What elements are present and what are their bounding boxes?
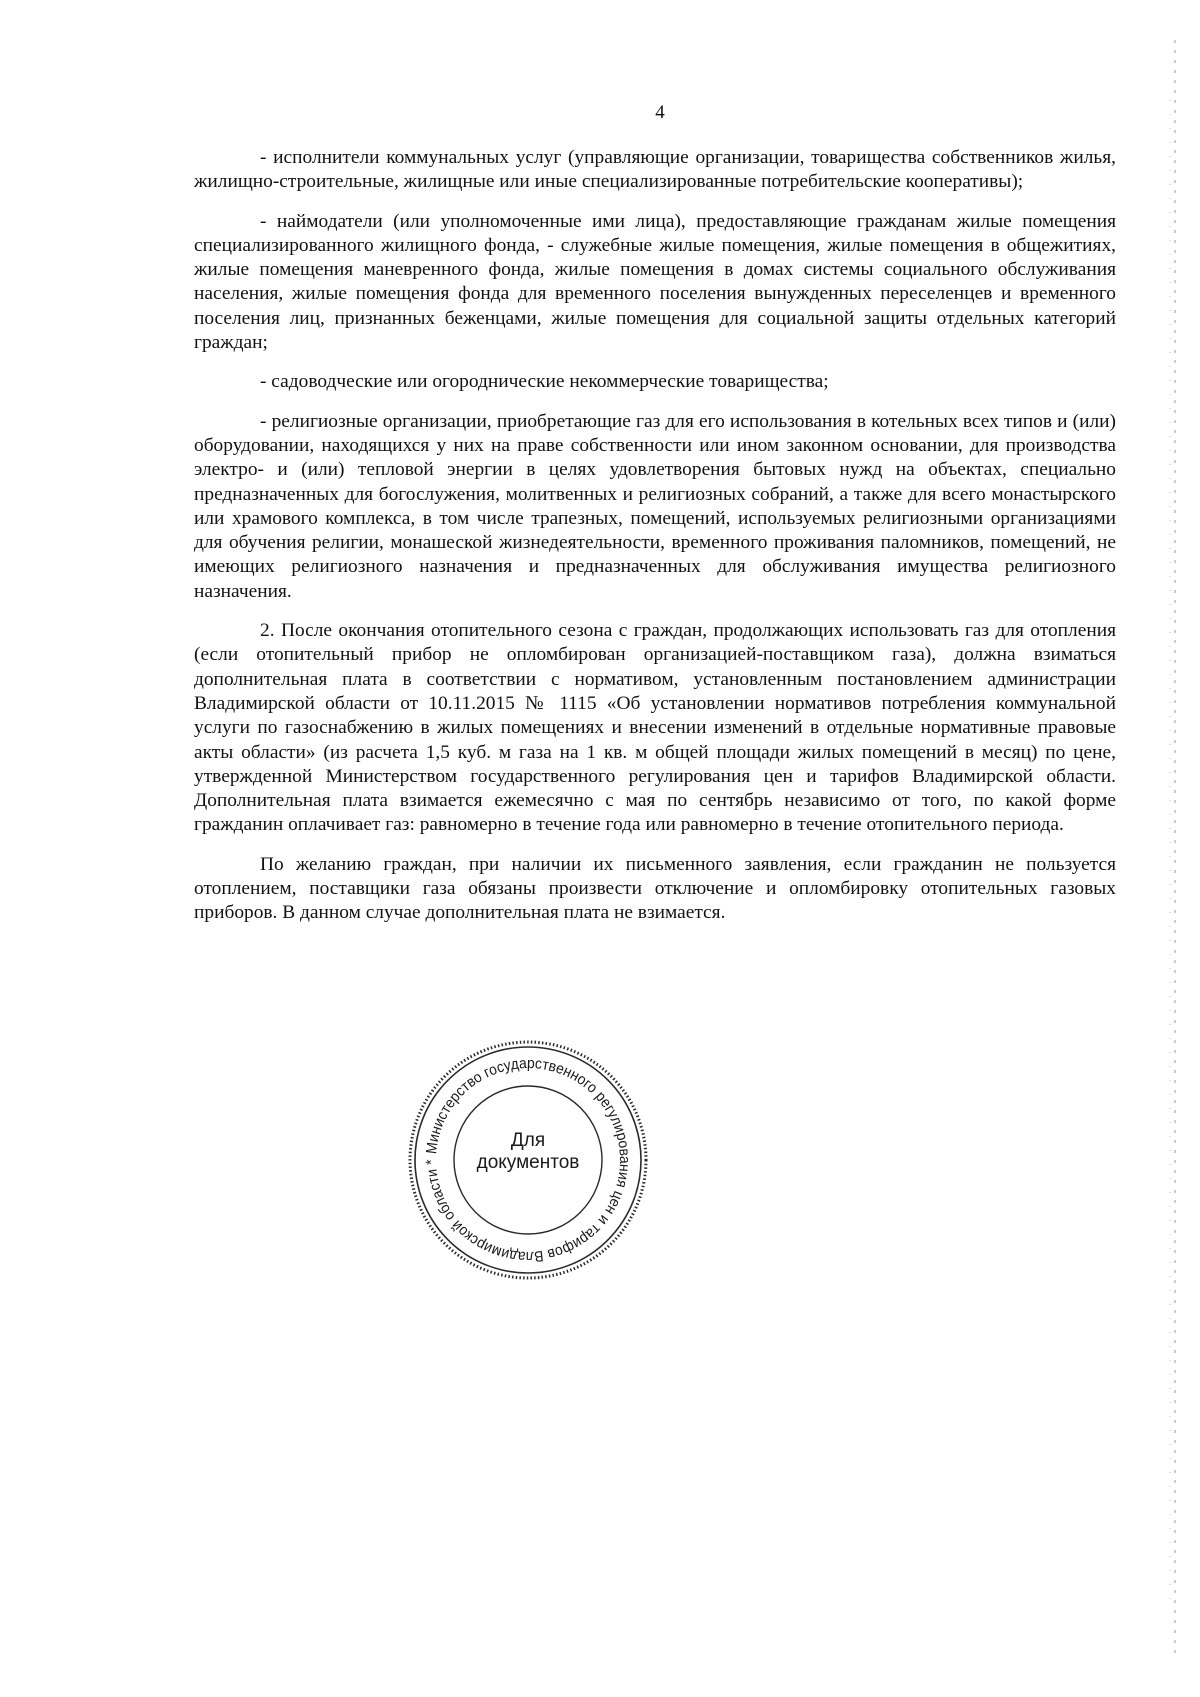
paragraph-utility-providers: - исполнители коммунальных услуг (управляющие организации, товарищества собственников жилья, жилищно-строительные, жилищные или иные специализированные потребительские кооперативы); xyxy=(194,147,1116,193)
official-stamp xyxy=(406,1038,650,1282)
document-body xyxy=(194,146,1116,926)
stamp-center-line2: документов xyxy=(476,1152,580,1173)
paragraph-disconnection: По желанию граждан, при наличии их письменного заявления, если гражданин не пользуется отоплением, поставщики газа обязаны произвести отключение и опломбировку отопительных газовых приборов. В данном случае дополнительная плата не взимается. xyxy=(194,853,1116,924)
paragraph-religious-organizations: - религиозные организации, приобретающие газ для его использования в котельных всех типов и (или) оборудовании, находящихся у них на праве собственности или ином законном основании, для производства электро- и (или) тепловой энергии в целях удовлетворения бытовых нужд на объектах, специально предназначенных для богослужения, молитвенных и религиозных собраний, а также для всего монастырского или храмового комплекса, в том числе трапезных, помещений, используемых религиозными организациями для обучения религии, монашеской жизнедеятельности, временного проживания паломников, помещений, не имеющих религиозного назначения и предназначенных для обслуживания имущества религиозного назначения. xyxy=(194,410,1116,602)
paragraph-landlords: - наймодатели (или уполномоченные ими лица), предоставляющие гражданам жилые помещения специализированного жилищного фонда, - служебные жилые помещения, жилые помещения в общежитиях, жилые помещения маневренного фонда, жилые помещения в домах системы социального обслуживания населения, жилые помещения фонда для временного поселения вынужденных переселенцев и временного поселения лиц, признанных беженцами, жилые помещения для социальной защиты отдельных категорий граждан; xyxy=(194,210,1116,354)
paragraph-garden-partnerships: - садоводческие или огороднические некоммерческие товарищества; xyxy=(260,371,829,393)
page-number: 4 xyxy=(655,102,665,123)
paragraph-heating-season: 2. После окончания отопительного сезона с граждан, продолжающих использовать газ для отопления (если отопительный прибор не опломбирован организацией-поставщиком газа), должна взиматься дополнительная плата в соответствии с нормативом, установленным постановлением администрации Владимирской области от 10.11.2015 № 1115 «Об установлении нормативов потребления коммунальной услуги по газоснабжению в жилых помещениях и внесении изменений в отдельные нормативные правовые акты области» (из расчета 1,5 куб. м газа на 1 кв. м общей площади жилых помещений в месяц) по цене, утвержденной Министерством государственного регулирования цен и тарифов Владимирской области. Дополнительная плата взимается ежемесячно с мая по сентябрь независимо от того, по какой форме гражданин оплачивает газ: равномерно в течение года или равномерно в течение отопительного периода. xyxy=(194,620,1116,836)
stamp-ring-textpath: Министерство государственного регулирования цен и тарифов Владимирской области * xyxy=(422,1054,634,1266)
stamp-center-text xyxy=(406,1130,650,1174)
scan-edge-artifact xyxy=(1166,40,1180,1660)
stamp-center-line1: Для xyxy=(510,1130,546,1151)
